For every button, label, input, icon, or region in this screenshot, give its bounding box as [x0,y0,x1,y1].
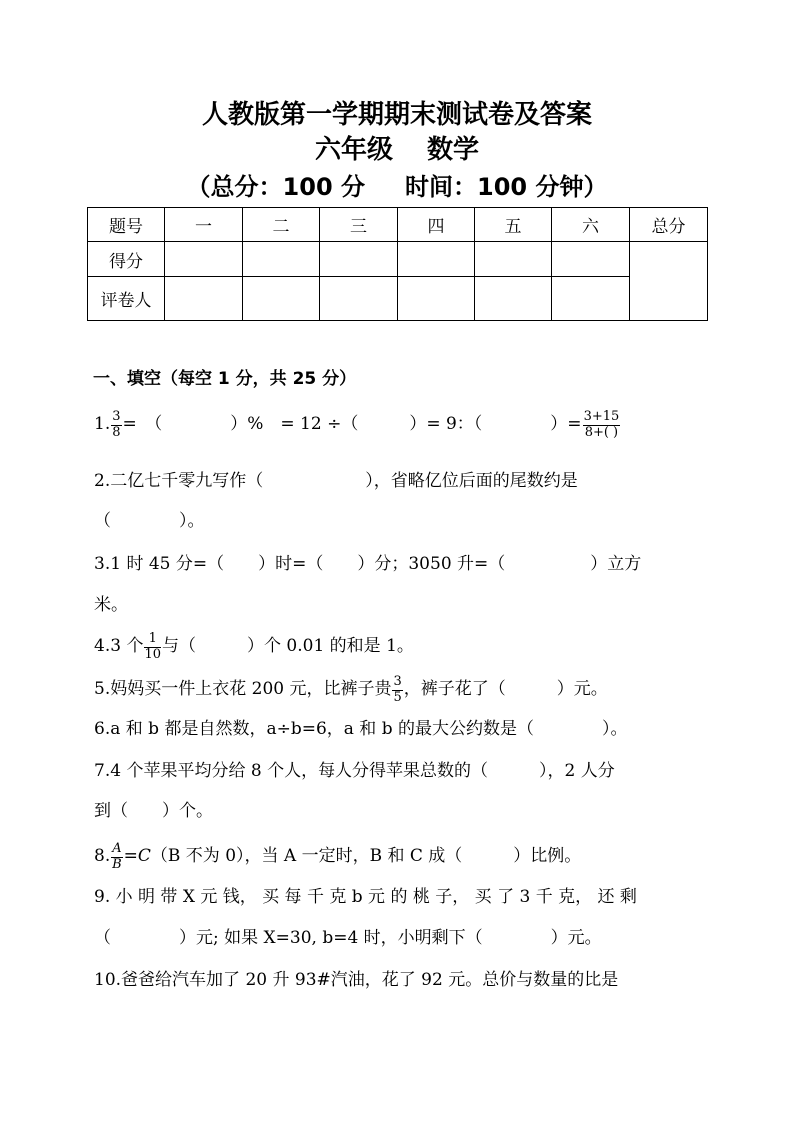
total-score-cell [630,242,708,321]
question-2-line-2: （ ）。 [94,511,205,531]
question-4 [94,632,414,661]
question-text: ，裤子花了（ ）元。 [403,679,608,700]
grader-cell [552,277,630,321]
section-title: 一、填空（每空 1 分，共 25 分） [93,369,357,389]
score-table-grader-row [88,277,708,321]
question-9-line-1: 9. 小 明 带 X 元 钱， 买 每 千 克 b 元 的 桃 子， 买 了 3 千 克， 还 剩 [94,887,637,907]
grader-cell [243,277,320,321]
question-text: （B 不为 0），当 A 一定时，B 和 C 成（ ）比例。 [150,846,582,867]
fraction: $\frac{3}{8}$ [112,409,121,440]
equation-text: =C [123,846,151,867]
time-label: 时间：100 分钟） [405,173,608,201]
score-cell [475,242,552,277]
score-table-header-row [88,208,708,242]
question-9-line-2: （ ）元; 如果 X=30, b=4 时，小明剩下（ ）元。 [94,928,602,948]
question-text: 5.妈妈买一件上衣花 200 元，比裤子贵 [94,679,392,700]
question-8 [94,842,581,871]
fraction: $\frac{1}{10}$ [144,631,161,662]
row-label-score: 得分 [88,242,165,277]
question-number: 1. [94,414,111,435]
grader-cell [320,277,398,321]
question-3-line-1: 3.1 时 45 分=（ ）时=（ ）分；3050 升=（ ）立方 [94,554,642,574]
question-2-line-1: 2.二亿七千零九写作（ ），省略亿位后面的尾数约是 [94,471,578,491]
question-10-line-1: 10.爸爸给汽车加了 20 升 93#汽油，花了 92 元。总价与数量的比是 [94,970,619,990]
fraction: $\frac{A}{B}$ [112,841,122,872]
column-header: 三 [320,208,398,242]
exam-title: 人教版第一学期期末测试卷及答案 [201,100,592,130]
score-table-score-row [88,242,708,277]
score-cell [320,242,398,277]
fraction: $\frac{3}{5}$ [393,674,402,705]
question-number: 8. [94,846,111,867]
score-table [87,207,708,321]
grader-cell [475,277,552,321]
question-3-line-2: 米。 [94,595,128,615]
question-6: 6.a 和 b 都是自然数，a÷b=6，a 和 b 的最大公约数是（ ）。 [94,719,628,739]
row-label-grader: 评卷人 [88,277,165,321]
question-text: 与（ ）个 0.01 的和是 1。 [162,636,414,657]
column-header: 五 [475,208,552,242]
question-7-line-2: 到（ ）个。 [94,801,213,821]
score-cell [165,242,243,277]
question-text: = （ ）% = 12 ÷（ ）= 9：（ ）= [122,414,582,435]
question-text: 4.3 个 [94,636,144,657]
score-cell [552,242,630,277]
exam-info [0,170,794,204]
column-header: 四 [398,208,475,242]
question-7-line-1: 7.4 个苹果平均分给 8 个人，每人分得苹果总数的（ ），2 人分 [94,761,615,781]
column-header: 二 [243,208,320,242]
fraction: $\frac{3+15}{8+( )}$ [583,409,620,440]
grader-cell [165,277,243,321]
grader-cell [398,277,475,321]
score-cell [243,242,320,277]
total-score-label: （总分：100 分 [186,173,365,201]
row-label-question-number: 题号 [88,208,165,242]
subject-label: 数学 [427,135,480,165]
column-header-total: 总分 [630,208,708,242]
score-cell [398,242,475,277]
column-header: 一 [165,208,243,242]
question-5 [94,675,608,704]
column-header: 六 [552,208,630,242]
question-1 [94,410,621,439]
exam-subtitle [0,133,794,167]
grade-label: 六年级 [314,135,393,165]
